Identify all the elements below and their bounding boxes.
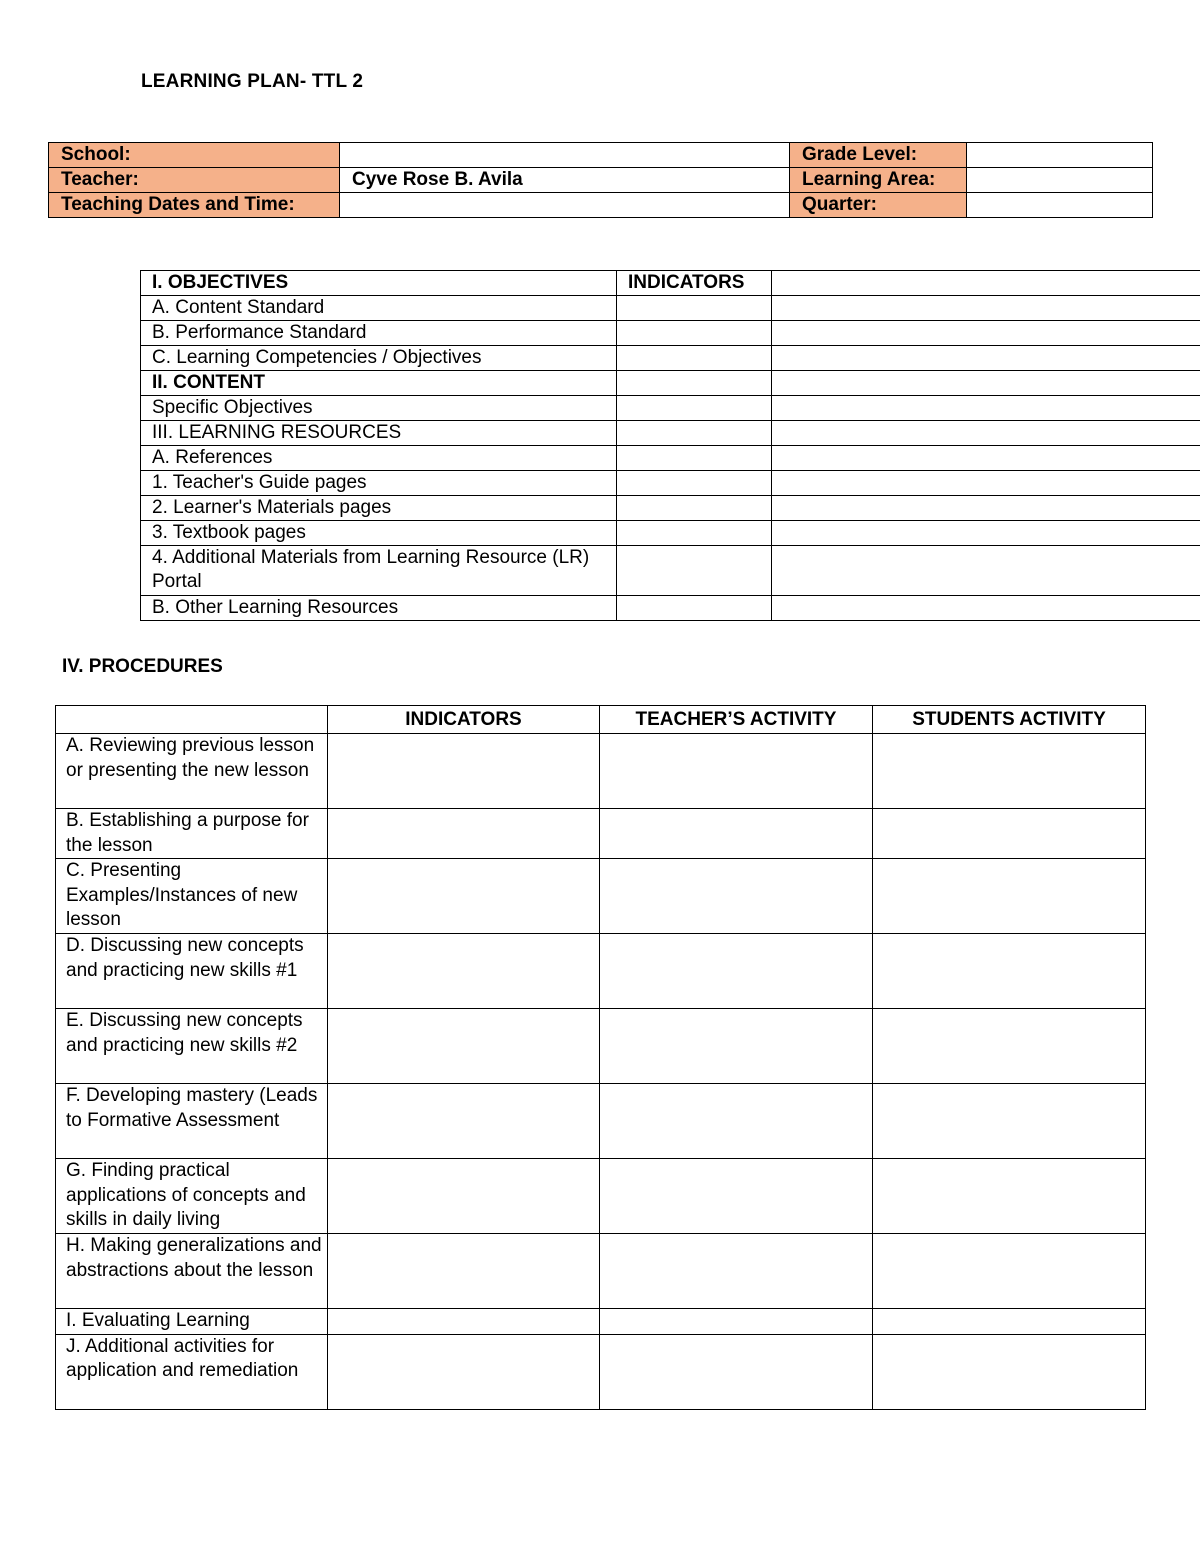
table-row: [56, 859, 1146, 934]
table-row: [56, 809, 1146, 859]
table-row: [141, 596, 1200, 621]
teacher-activity-cell[interactable]: [600, 809, 873, 859]
notes-cell[interactable]: [772, 421, 1200, 446]
procedure-label: G. Finding practical applications of concepts and skills in daily living: [56, 1159, 328, 1234]
table-row: [56, 1334, 1146, 1409]
teacher-activity-cell[interactable]: [600, 1309, 873, 1335]
teaching-dates-field[interactable]: [340, 193, 790, 218]
indicator-cell[interactable]: [328, 1009, 600, 1084]
procedure-label: B. Establishing a purpose for the lesson: [56, 809, 328, 859]
table-row: [141, 321, 1200, 346]
school-row: [49, 143, 1153, 168]
grade-level-label: Grade Level:: [790, 143, 967, 168]
procedure-label: C. Presenting Examples/Instances of new lesson: [56, 859, 328, 934]
row-label: 2. Learner's Materials pages: [141, 496, 617, 521]
quarter-label: Quarter:: [790, 193, 967, 218]
grade-level-field[interactable]: [967, 143, 1153, 168]
row-label: B. Other Learning Resources: [141, 596, 617, 621]
indicator-cell[interactable]: [617, 546, 772, 596]
table-row: [141, 346, 1200, 371]
row-label: B. Performance Standard: [141, 321, 617, 346]
student-activity-cell[interactable]: [873, 1309, 1146, 1335]
procedure-label: E. Discussing new concepts and practicing new skills #2: [56, 1009, 328, 1084]
student-activity-cell[interactable]: [873, 859, 1146, 934]
row-label: 3. Textbook pages: [141, 521, 617, 546]
indicator-cell[interactable]: [617, 446, 772, 471]
indicator-cell[interactable]: [328, 809, 600, 859]
indicator-cell[interactable]: [328, 1309, 600, 1335]
teacher-activity-cell[interactable]: [600, 859, 873, 934]
notes-cell[interactable]: [772, 596, 1200, 621]
header-info-table: [48, 142, 1153, 218]
procedures-section-title: IV. PROCEDURES: [62, 656, 223, 677]
notes-cell[interactable]: [772, 546, 1200, 596]
table-row: [141, 496, 1200, 521]
teacher-label: Teacher:: [49, 168, 340, 193]
student-activity-cell[interactable]: [873, 809, 1146, 859]
objectives-header: I. OBJECTIVES: [141, 271, 617, 296]
indicator-cell[interactable]: [328, 859, 600, 934]
row-label: A. Content Standard: [141, 296, 617, 321]
procedure-label: J. Additional activities for application and remediation: [56, 1334, 328, 1409]
indicators-column-header: INDICATORS: [328, 706, 600, 734]
table-row: [141, 521, 1200, 546]
indicator-cell[interactable]: [328, 1234, 600, 1309]
table-row: [141, 471, 1200, 496]
notes-cell[interactable]: [772, 496, 1200, 521]
indicator-cell[interactable]: [328, 734, 600, 809]
table-row: [56, 734, 1146, 809]
row-label: C. Learning Competencies / Objectives: [141, 346, 617, 371]
indicator-cell[interactable]: [328, 1159, 600, 1234]
row-label: III. LEARNING RESOURCES: [141, 421, 617, 446]
school-label: School:: [49, 143, 340, 168]
teachers-activity-column-header: TEACHER’S ACTIVITY: [600, 706, 873, 734]
table-row: [56, 1234, 1146, 1309]
indicator-cell[interactable]: [328, 1334, 600, 1409]
table-row: [56, 934, 1146, 1009]
procedure-label: A. Reviewing previous lesson or presenting the new lesson: [56, 734, 328, 809]
procedure-label: F. Developing mastery (Leads to Formative Assessment: [56, 1084, 328, 1159]
teacher-activity-cell[interactable]: [600, 1334, 873, 1409]
student-activity-cell[interactable]: [873, 734, 1146, 809]
student-activity-cell[interactable]: [873, 1084, 1146, 1159]
indicator-cell[interactable]: [617, 396, 772, 421]
table-row: [141, 296, 1200, 321]
objectives-table: [140, 270, 1200, 621]
teacher-activity-cell[interactable]: [600, 1009, 873, 1084]
notes-cell[interactable]: [772, 446, 1200, 471]
student-activity-cell[interactable]: [873, 1009, 1146, 1084]
table-row: [141, 396, 1200, 421]
row-label: Specific Objectives: [141, 396, 617, 421]
page-title: LEARNING PLAN- TTL 2: [141, 71, 364, 92]
notes-cell[interactable]: [772, 371, 1200, 396]
teacher-row: [49, 168, 1153, 193]
objectives-header-row: [141, 271, 1200, 296]
student-activity-cell[interactable]: [873, 1159, 1146, 1234]
table-row: [141, 546, 1200, 596]
notes-cell[interactable]: [772, 346, 1200, 371]
table-row: [56, 1159, 1146, 1234]
indicators-header: INDICATORS: [617, 271, 772, 296]
notes-cell[interactable]: [772, 296, 1200, 321]
procedure-header-blank: [56, 706, 328, 734]
indicator-cell[interactable]: [617, 296, 772, 321]
indicator-cell[interactable]: [617, 471, 772, 496]
school-field[interactable]: [340, 143, 790, 168]
quarter-field[interactable]: [967, 193, 1153, 218]
procedures-table: [55, 705, 1146, 1410]
notes-cell[interactable]: [772, 321, 1200, 346]
content-section-label: II. CONTENT: [141, 371, 617, 396]
table-row: [56, 1009, 1146, 1084]
notes-cell[interactable]: [772, 471, 1200, 496]
notes-cell[interactable]: [772, 521, 1200, 546]
procedure-label: H. Making generalizations and abstractions about the lesson: [56, 1234, 328, 1309]
indicator-cell[interactable]: [617, 496, 772, 521]
learning-area-label: Learning Area:: [790, 168, 967, 193]
procedure-label: D. Discussing new concepts and practicing new skills #1: [56, 934, 328, 1009]
indicator-cell[interactable]: [617, 596, 772, 621]
indicator-cell[interactable]: [617, 421, 772, 446]
indicator-cell[interactable]: [617, 346, 772, 371]
student-activity-cell[interactable]: [873, 934, 1146, 1009]
row-label: A. References: [141, 446, 617, 471]
indicator-cell[interactable]: [328, 934, 600, 1009]
teacher-activity-cell[interactable]: [600, 1159, 873, 1234]
teacher-activity-cell[interactable]: [600, 1084, 873, 1159]
notes-cell[interactable]: [772, 396, 1200, 421]
teacher-activity-cell[interactable]: [600, 734, 873, 809]
row-label: 4. Additional Materials from Learning Resource (LR) Portal: [141, 546, 617, 596]
procedure-label: I. Evaluating Learning: [56, 1309, 328, 1335]
objectives-notes-header: [772, 271, 1200, 296]
procedures-header-row: [56, 706, 1146, 734]
table-row: [141, 446, 1200, 471]
dates-row: [49, 193, 1153, 218]
indicator-cell[interactable]: [617, 521, 772, 546]
table-row: [56, 1084, 1146, 1159]
table-row: [141, 421, 1200, 446]
table-row: [141, 371, 1200, 396]
table-row: [56, 1309, 1146, 1335]
teacher-activity-cell[interactable]: [600, 934, 873, 1009]
row-label: 1. Teacher's Guide pages: [141, 471, 617, 496]
indicator-cell[interactable]: [328, 1084, 600, 1159]
teacher-activity-cell[interactable]: [600, 1234, 873, 1309]
student-activity-cell[interactable]: [873, 1334, 1146, 1409]
students-activity-column-header: STUDENTS ACTIVITY: [873, 706, 1146, 734]
teaching-dates-label: Teaching Dates and Time:: [49, 193, 340, 218]
student-activity-cell[interactable]: [873, 1234, 1146, 1309]
learning-area-field[interactable]: [967, 168, 1153, 193]
indicator-cell[interactable]: [617, 321, 772, 346]
indicator-cell[interactable]: [617, 371, 772, 396]
teacher-field[interactable]: Cyve Rose B. Avila: [340, 168, 790, 193]
